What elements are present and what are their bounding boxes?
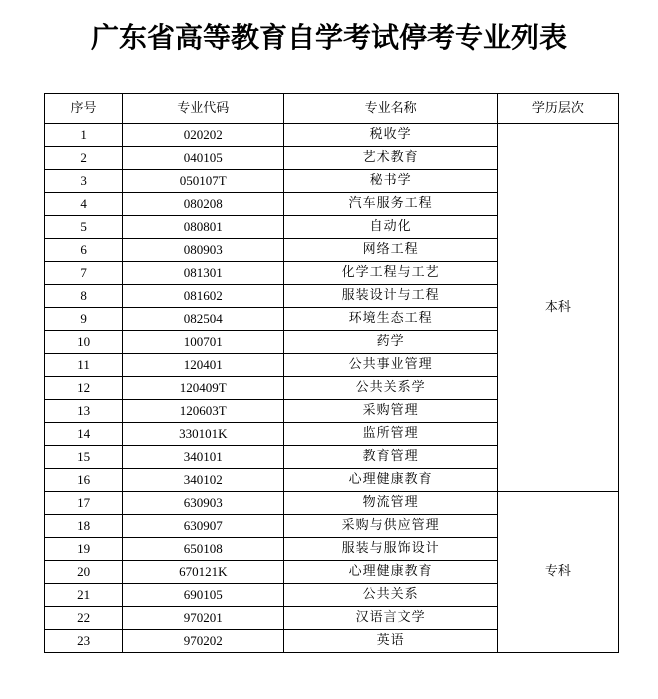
cell-serial-number: 13 (45, 400, 123, 423)
cell-education-level: 本科 (497, 124, 618, 492)
cell-major-code: 081301 (123, 262, 284, 285)
cell-major-name: 采购与供应管理 (284, 515, 497, 538)
cell-serial-number: 4 (45, 193, 123, 216)
majors-table (44, 93, 619, 653)
cell-serial-number: 2 (45, 147, 123, 170)
cell-serial-number: 8 (45, 285, 123, 308)
cell-serial-number: 5 (45, 216, 123, 239)
cell-serial-number: 21 (45, 584, 123, 607)
cell-major-code: 080208 (123, 193, 284, 216)
cell-major-code: 630907 (123, 515, 284, 538)
cell-major-name: 化学工程与工艺 (284, 262, 497, 285)
header-major-name: 专业名称 (284, 94, 497, 124)
cell-major-name: 税收学 (284, 124, 497, 147)
cell-major-name: 汉语言文学 (284, 607, 497, 630)
cell-education-level: 专科 (497, 492, 618, 653)
table-body (45, 124, 619, 653)
cell-major-code: 082504 (123, 308, 284, 331)
cell-major-code: 040105 (123, 147, 284, 170)
cell-major-name: 监所管理 (284, 423, 497, 446)
cell-serial-number: 14 (45, 423, 123, 446)
cell-major-name: 自动化 (284, 216, 497, 239)
cell-major-name: 汽车服务工程 (284, 193, 497, 216)
cell-major-name: 心理健康教育 (284, 469, 497, 492)
cell-serial-number: 22 (45, 607, 123, 630)
cell-major-name: 物流管理 (284, 492, 497, 515)
cell-major-code: 630903 (123, 492, 284, 515)
cell-major-code: 081602 (123, 285, 284, 308)
cell-serial-number: 3 (45, 170, 123, 193)
header-serial-number: 序号 (45, 94, 123, 124)
cell-major-code: 120409T (123, 377, 284, 400)
table-row (45, 492, 619, 515)
cell-major-name: 公共关系 (284, 584, 497, 607)
cell-serial-number: 16 (45, 469, 123, 492)
cell-major-name: 采购管理 (284, 400, 497, 423)
cell-serial-number: 6 (45, 239, 123, 262)
header-major-code: 专业代码 (123, 94, 284, 124)
cell-major-code: 340102 (123, 469, 284, 492)
cell-major-code: 050107T (123, 170, 284, 193)
cell-major-code: 080801 (123, 216, 284, 239)
cell-serial-number: 20 (45, 561, 123, 584)
cell-major-code: 080903 (123, 239, 284, 262)
cell-major-name: 公共关系学 (284, 377, 497, 400)
cell-major-code: 970201 (123, 607, 284, 630)
cell-major-code: 020202 (123, 124, 284, 147)
cell-serial-number: 7 (45, 262, 123, 285)
cell-major-code: 670121K (123, 561, 284, 584)
cell-serial-number: 1 (45, 124, 123, 147)
cell-serial-number: 11 (45, 354, 123, 377)
cell-major-code: 650108 (123, 538, 284, 561)
cell-serial-number: 12 (45, 377, 123, 400)
cell-major-name: 公共事业管理 (284, 354, 497, 377)
header-education-level: 学历层次 (497, 94, 618, 124)
cell-serial-number: 23 (45, 630, 123, 653)
cell-major-name: 服装设计与工程 (284, 285, 497, 308)
cell-serial-number: 15 (45, 446, 123, 469)
cell-major-name: 药学 (284, 331, 497, 354)
cell-serial-number: 10 (45, 331, 123, 354)
page-title: 广东省高等教育自学考试停考专业列表 (90, 21, 567, 54)
cell-major-name: 环境生态工程 (284, 308, 497, 331)
cell-major-code: 970202 (123, 630, 284, 653)
cell-major-code: 330101K (123, 423, 284, 446)
cell-major-name: 心理健康教育 (284, 561, 497, 584)
cell-major-code: 100701 (123, 331, 284, 354)
cell-serial-number: 19 (45, 538, 123, 561)
cell-major-name: 教育管理 (284, 446, 497, 469)
cell-major-name: 艺术教育 (284, 147, 497, 170)
cell-serial-number: 17 (45, 492, 123, 515)
table-header-row (45, 94, 619, 124)
cell-major-name: 网络工程 (284, 239, 497, 262)
cell-major-name: 英语 (284, 630, 497, 653)
table-row (45, 124, 619, 147)
cell-major-name: 秘书学 (284, 170, 497, 193)
cell-major-code: 120603T (123, 400, 284, 423)
cell-major-name: 服装与服饰设计 (284, 538, 497, 561)
cell-major-code: 120401 (123, 354, 284, 377)
cell-major-code: 340101 (123, 446, 284, 469)
cell-serial-number: 9 (45, 308, 123, 331)
cell-serial-number: 18 (45, 515, 123, 538)
cell-major-code: 690105 (123, 584, 284, 607)
